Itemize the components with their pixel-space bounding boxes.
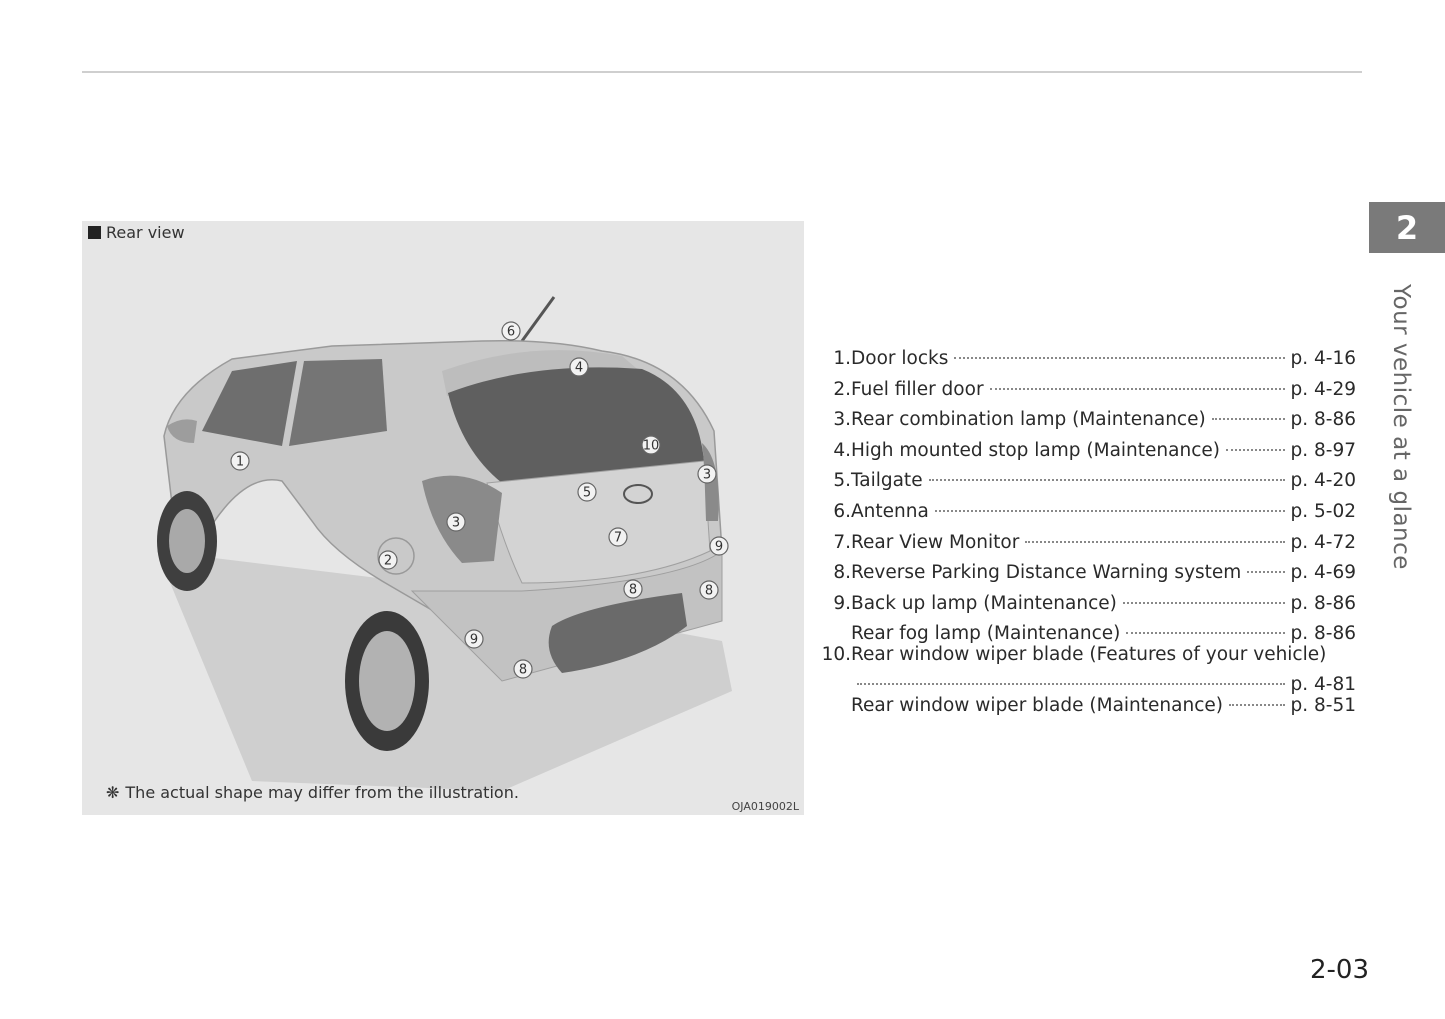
leader-dots <box>1247 571 1284 573</box>
item-number: 7. <box>833 531 851 553</box>
item-number: 2. <box>833 378 851 400</box>
callout-label: 8 <box>628 582 638 598</box>
item-label: Back up lamp (Maintenance) <box>851 592 1117 614</box>
item-label: Rear window wiper blade (Features of your vehicle) <box>851 643 1327 665</box>
item-number: 3. <box>833 409 851 431</box>
header-rule <box>82 71 1362 73</box>
item-page: p. 4-81 <box>1290 674 1356 696</box>
list-item <box>816 644 1356 675</box>
leader-dots <box>954 357 1284 359</box>
item-page: p. 8-86 <box>1290 623 1356 645</box>
rear-wheel-rim <box>359 631 415 731</box>
list-item <box>816 532 1356 563</box>
item-label: Reverse Parking Distance Warning system <box>851 562 1242 584</box>
item-number: 4. <box>833 439 851 461</box>
component-list <box>816 348 1356 715</box>
list-item <box>816 562 1356 593</box>
item-page: p. 8-51 <box>1290 694 1356 716</box>
chapter-number: 2 <box>1395 208 1419 247</box>
square-bullet-icon <box>88 226 101 239</box>
item-label: Door locks <box>851 348 949 369</box>
item-page: p. 4-16 <box>1290 348 1356 369</box>
callout-label: 7 <box>613 530 623 546</box>
callout-label: 10 <box>642 438 660 454</box>
figure-heading-text: Rear view <box>106 223 185 242</box>
item-label: Rear window wiper blade (Maintenance) <box>851 694 1223 716</box>
figure-code: OJA019002L <box>731 800 799 813</box>
item-number: 9. <box>833 592 851 614</box>
leader-dots <box>1025 541 1284 543</box>
callout-label: 1 <box>235 454 245 470</box>
car-rear-view-drawing <box>82 221 804 815</box>
item-page: p. 4-29 <box>1290 378 1356 400</box>
list-item <box>816 409 1356 440</box>
leader-dots <box>935 510 1285 512</box>
callout-label: 3 <box>702 467 712 483</box>
item-label: High mounted stop lamp (Maintenance) <box>851 439 1220 461</box>
leader-dots <box>1123 602 1285 604</box>
item-page: p. 4-20 <box>1290 470 1356 492</box>
item-label: Rear fog lamp (Maintenance) <box>851 623 1121 645</box>
callout-label: 5 <box>582 485 592 501</box>
antenna-mast <box>522 297 554 341</box>
item-label: Tailgate <box>851 470 923 492</box>
list-item-continuation <box>816 674 1356 695</box>
leader-dots <box>857 683 1285 685</box>
figure-note-text: The actual shape may differ from the illustration. <box>125 783 519 802</box>
chapter-tab <box>1369 202 1445 253</box>
leader-dots <box>929 479 1285 481</box>
figure-heading <box>88 223 185 242</box>
item-page: p. 4-72 <box>1290 531 1356 553</box>
list-item <box>816 593 1356 624</box>
list-item <box>816 379 1356 410</box>
callout-label: 2 <box>383 553 393 569</box>
item-number: 5. <box>833 470 851 492</box>
list-item <box>816 501 1356 532</box>
callout-label: 8 <box>518 662 528 678</box>
callout-label: 9 <box>714 539 724 555</box>
leader-dots <box>1212 418 1285 420</box>
item-page: p. 8-86 <box>1290 592 1356 614</box>
item-page: p. 8-86 <box>1290 409 1356 431</box>
chapter-title: Your vehicle at a glance <box>1388 284 1414 570</box>
leader-dots <box>1126 632 1284 634</box>
item-number: 1. <box>833 348 851 369</box>
item-label: Rear View Monitor <box>851 531 1020 553</box>
item-page: p. 8-97 <box>1290 439 1356 461</box>
item-label: Fuel filler door <box>851 378 984 400</box>
list-subitem <box>816 623 1356 644</box>
callout-label: 4 <box>574 360 584 376</box>
callout-label: 6 <box>506 324 516 340</box>
asterisk-icon: ❋ <box>106 783 120 802</box>
list-subitem <box>816 695 1356 716</box>
leader-dots <box>1226 449 1285 451</box>
figure-note <box>106 783 519 802</box>
item-number: 8. <box>833 562 851 584</box>
leader-dots <box>1229 704 1285 706</box>
callout-label: 9 <box>469 632 479 648</box>
leader-dots <box>990 388 1285 390</box>
rear-side-window <box>289 359 387 446</box>
list-item <box>816 470 1356 501</box>
callout-label: 8 <box>704 583 714 599</box>
item-page: p. 5-02 <box>1290 500 1356 522</box>
item-page: p. 4-69 <box>1290 562 1356 584</box>
list-item <box>816 348 1356 379</box>
item-label: Antenna <box>851 500 929 522</box>
rear-view-illustration <box>82 221 804 815</box>
page-number: 2-03 <box>1309 955 1369 985</box>
item-number: 6. <box>833 500 851 522</box>
callout-label: 3 <box>451 515 461 531</box>
list-item <box>816 440 1356 471</box>
front-wheel-rim <box>169 509 205 573</box>
item-label: Rear combination lamp (Maintenance) <box>851 409 1206 431</box>
item-number: 10. <box>821 643 851 665</box>
